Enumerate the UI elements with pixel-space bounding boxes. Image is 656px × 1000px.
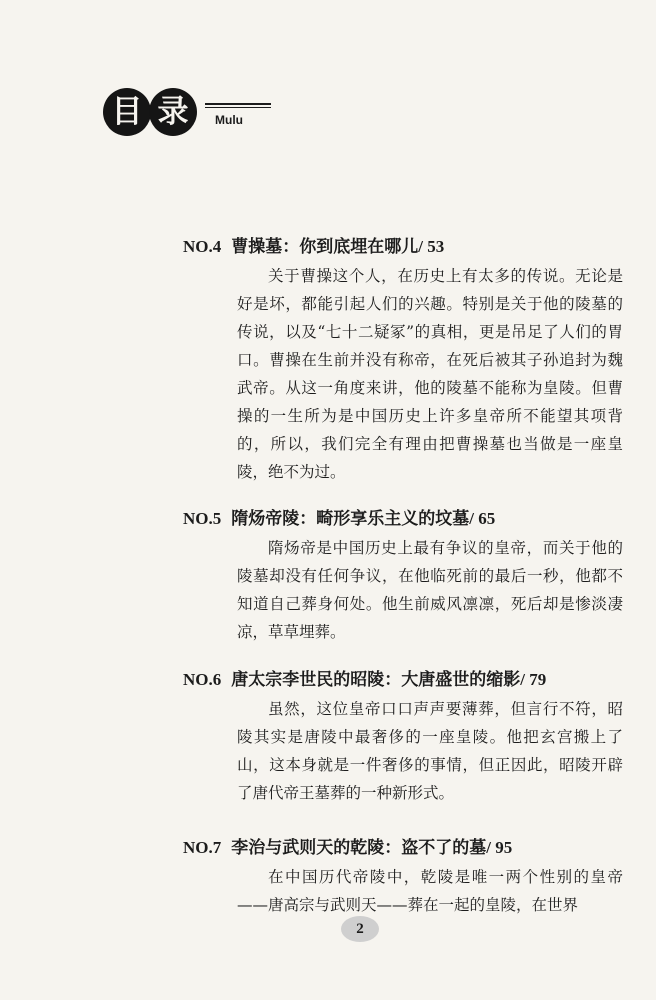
entry-title-text: 曹操墓：你到底埋在哪儿 bbox=[231, 237, 419, 257]
toc-entry-title[interactable] bbox=[183, 833, 512, 858]
header-rule bbox=[205, 103, 271, 105]
toc-entry-title[interactable] bbox=[183, 665, 546, 690]
entry-page: / 53 bbox=[418, 237, 445, 256]
toc-entry-title[interactable] bbox=[183, 504, 495, 529]
entry-summary: 隋炀帝是中国历史上最有争议的皇帝，而关于他的陵墓却没有任何争议，在他临死前的最后一秒，他都不知道自己葬身何处。他生前威风凛凛，死后却是惨淡凄凉，草草埋葬。 bbox=[237, 539, 623, 641]
entry-page: / 65 bbox=[469, 509, 496, 528]
toc-title-char-1: 目 bbox=[103, 88, 151, 136]
toc-title-char-2: 录 bbox=[149, 88, 197, 136]
entry-title-text: 唐太宗李世民的昭陵：大唐盛世的缩影 bbox=[231, 670, 521, 690]
entry-summary: 关于曹操这个人，在历史上有太多的传说。无论是好是坏，都能引起人们的兴趣。特别是关于他的陵墓的传说，以及“七十二疑冢”的真相，更是吊足了人们的胃口。曹操在生前并没有称帝，在死后被其子孙追封为魏武帝。从这一角度来讲，他的陵墓不能称为皇陵。但曹操的一生所为是中国历史上许多皇帝所不能望其项背的，所以，我们完全有理由把曹操墓也当做是一座皇陵，绝不为过。 bbox=[237, 267, 623, 481]
entry-number: NO.6 bbox=[183, 670, 222, 689]
page-number: 2 bbox=[341, 916, 379, 942]
entry-title-text: 隋炀帝陵：畸形享乐主义的坟墓 bbox=[231, 509, 470, 529]
header-rule-thin bbox=[205, 107, 271, 108]
toc-subtitle: Mulu bbox=[215, 113, 243, 127]
entry-summary: 虽然，这位皇帝口口声声要薄葬，但言行不符，昭陵其实是唐陵中最奢侈的一座皇陵。他把玄宫搬上了山，这本身就是一件奢侈的事情，但正因此，昭陵开辟了唐代帝王墓葬的一种新形式。 bbox=[237, 700, 623, 802]
entry-number: NO.4 bbox=[183, 237, 222, 256]
entry-page: / 79 bbox=[520, 670, 547, 689]
toc-entry-title[interactable] bbox=[183, 232, 444, 257]
entry-number: NO.5 bbox=[183, 509, 222, 528]
entry-title-text: 李治与武则天的乾陵：盗不了的墓 bbox=[231, 838, 487, 858]
entry-page: / 95 bbox=[486, 838, 513, 857]
entry-summary: 在中国历代帝陵中，乾陵是唯一两个性别的皇帝——唐高宗与武则天——葬在一起的皇陵，在世界 bbox=[237, 868, 623, 914]
entry-number: NO.7 bbox=[183, 838, 222, 857]
